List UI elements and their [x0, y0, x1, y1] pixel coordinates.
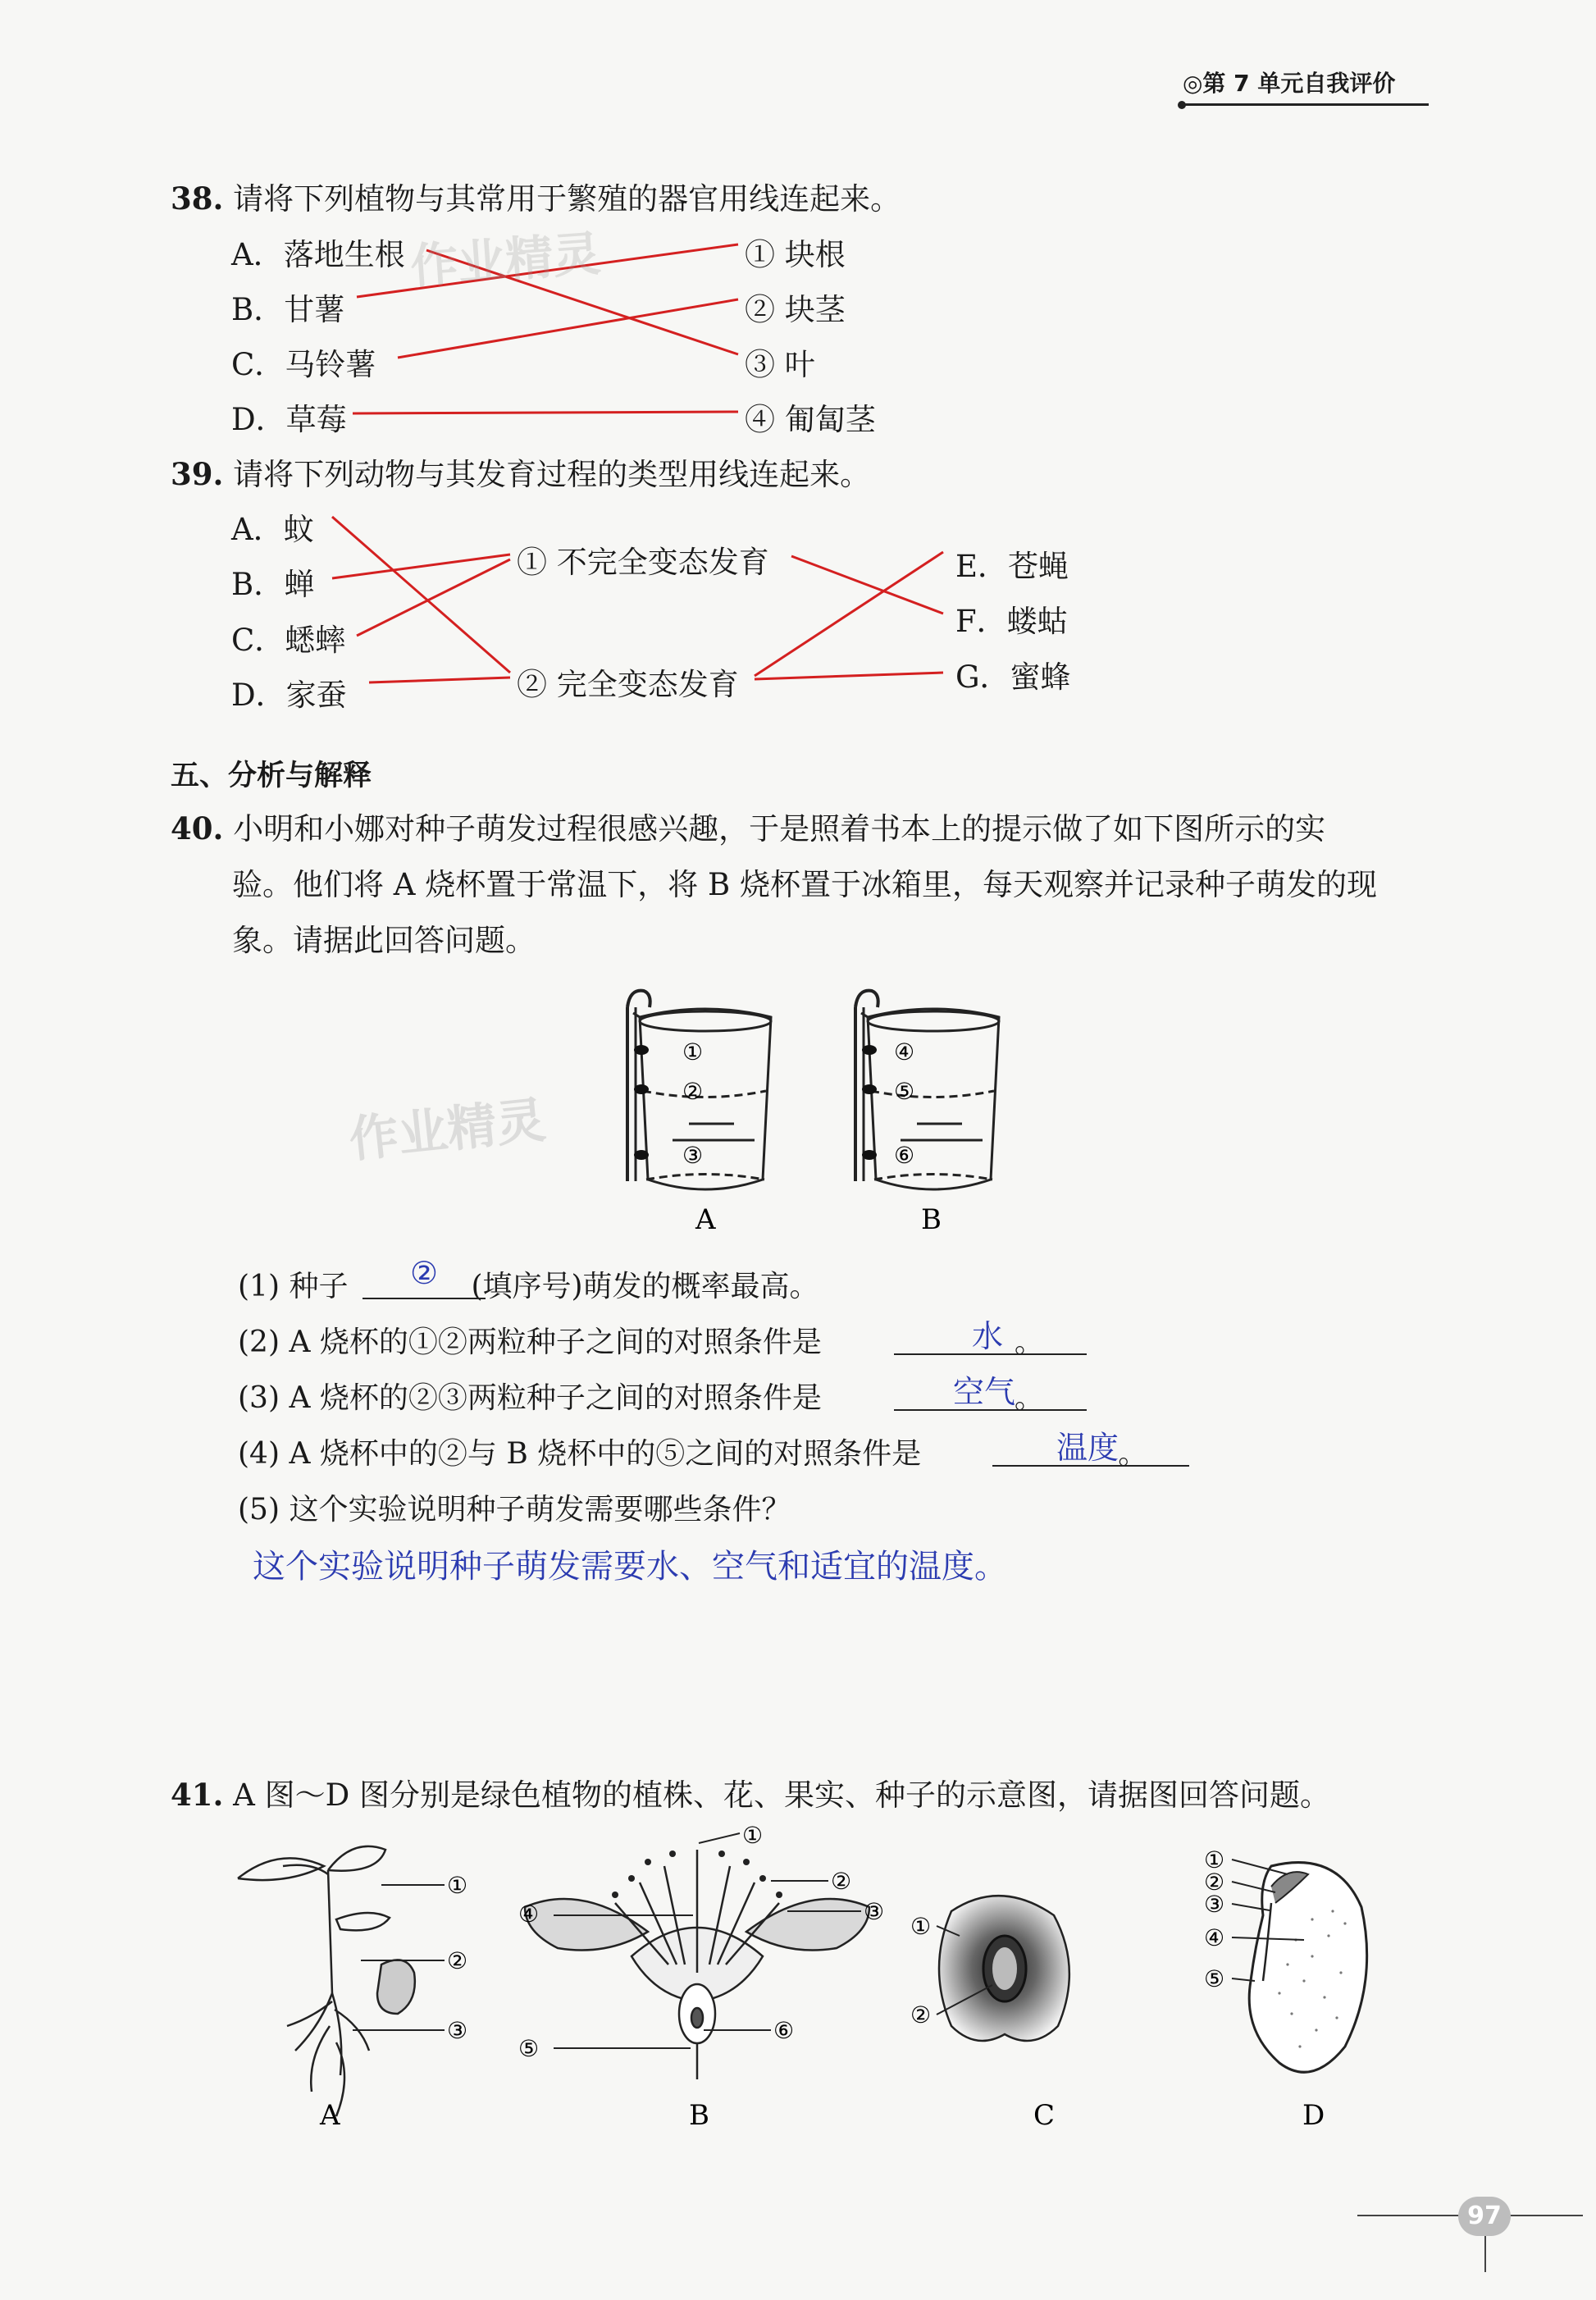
q39-line-b-1 [332, 554, 510, 578]
q40-sub5: (5) 这个实验说明种子萌发需要哪些条件？ [238, 1493, 791, 1526]
fig-d-part-2: ② [1204, 1869, 1225, 1896]
q40-sub1-answer: ② [410, 1255, 439, 1291]
fig-d-part-5: ⑤ [1204, 1965, 1225, 1992]
fig-b-part-4: ④ [518, 1901, 540, 1928]
fig-b-part-5: ⑤ [518, 2035, 540, 2062]
q39-left-a: A．蚊 [231, 512, 314, 547]
q40-sub5-answer: 这个实验说明种子萌发需要水、空气和适宜的温度。 [253, 1548, 1007, 1586]
q39-text: 请将下列动物与其发育过程的类型用线连起来。 [233, 457, 871, 492]
q40-line-3: 象。请据此回答问题。 [232, 923, 536, 958]
q39-left-d: D．家蚕 [231, 678, 347, 713]
fig-d-part-1: ① [1204, 1846, 1225, 1873]
seed-label-1: ① [682, 1038, 704, 1066]
page-number: 97 [1458, 2197, 1511, 2236]
q38-right-3: ③ 叶 [745, 347, 815, 382]
fig-c-part-2: ② [910, 2001, 932, 2028]
q41-figure-d [1197, 1841, 1394, 2141]
q40-sub1-pre: (1) 种子 [238, 1270, 349, 1303]
q40-sub2-answer: 水 [972, 1318, 1004, 1354]
q39-right-e: E．苍蝇 [955, 549, 1069, 584]
seed-2 [634, 1084, 649, 1094]
q40-sub2-pre: (2) A 烧杯的①②两粒种子之间的对照条件是 [238, 1326, 822, 1359]
q39-line-1-f [791, 556, 943, 614]
q38-right-4: ④ 匍匐茎 [745, 402, 876, 437]
q39-number: 39. [171, 456, 224, 492]
seed-5 [862, 1084, 877, 1094]
seed-label-4: ④ [894, 1038, 915, 1066]
beaker-b [855, 991, 999, 1189]
fig-a-part-3: ③ [447, 2017, 468, 2044]
q38-line-d-4 [353, 412, 738, 413]
q38-left-c: C．马铃薯 [231, 347, 376, 382]
q39-left-b: B．蝉 [231, 567, 315, 602]
seed-6 [862, 1150, 877, 1160]
q38-right-1: ① 块根 [745, 237, 846, 272]
q40-sub4-pre: (4) A 烧杯中的②与 B 烧杯中的⑤之间的对照条件是 [238, 1437, 922, 1471]
q40-sub1-blank[interactable] [363, 1298, 486, 1299]
q38-left-d: D．草莓 [231, 402, 347, 437]
q41-figure-a [230, 1829, 500, 2141]
q38-number: 38. [171, 180, 224, 217]
beaker-a-label: A [695, 1203, 716, 1236]
q40-sub1-post: (填序号)萌发的概率最高。 [471, 1270, 819, 1303]
q40-line-1 [171, 804, 1325, 848]
fig-b-label: B [689, 2099, 709, 2132]
q40-line-2: 验。他们将 A 烧杯置于常温下，将 B 烧杯置于冰箱里，每天观察并记录种子萌发的现 [232, 867, 1377, 902]
fig-b-part-3: ③ [864, 1898, 885, 1925]
q38-match-lines [0, 0, 1596, 459]
watermark-2: 作业精灵 [346, 1091, 549, 1170]
q39-right-f: F．蝼蛄 [955, 604, 1068, 639]
q39-left-c: C．蟋蟀 [231, 623, 346, 658]
fig-a-label: A [320, 2099, 340, 2132]
q40-number: 40. [171, 810, 224, 847]
q39-middle-2: ② 完全变态发育 [517, 667, 739, 702]
fig-b-part-6: ⑥ [773, 2017, 795, 2044]
q41-number: 41. [171, 1777, 224, 1813]
fig-b-part-2: ② [831, 1868, 852, 1895]
q38-line-c-2 [398, 299, 738, 358]
fig-c-part-1: ① [910, 1913, 932, 1940]
fig-a-part-2: ② [447, 1947, 468, 1974]
fig-d-label: D [1302, 2099, 1325, 2132]
q38-left-b: B．甘薯 [231, 292, 345, 327]
fig-c-label: C [1033, 2099, 1056, 2132]
page-header: ◎第 7 单元自我评价 [1183, 70, 1396, 97]
q40-sub1 [238, 1263, 819, 1305]
fig-d-part-3: ③ [1204, 1891, 1225, 1918]
q40-sub3-answer: 空气 [953, 1374, 1016, 1410]
q41-text: A 图～D 图分别是绿色植物的植株、花、果实、种子的示意图，请据图回答问题。 [233, 1777, 1331, 1813]
q40-beaker-figure [591, 984, 1017, 1247]
q40-sub2-post: 。 [1014, 1326, 1044, 1359]
seed-3 [634, 1150, 649, 1160]
q41-prompt [171, 1770, 1330, 1814]
beaker-b-label: B [921, 1203, 942, 1236]
q41-figure-b [508, 1825, 902, 2141]
seed-1 [634, 1045, 649, 1055]
watermark-1: 作业精灵 [408, 225, 603, 294]
q40-sub3-pre: (3) A 烧杯的②③两粒种子之间的对照条件是 [238, 1381, 822, 1415]
q39-line-d-2 [369, 678, 510, 682]
seed-label-5: ⑤ [894, 1078, 915, 1105]
fig-b-part-1: ① [742, 1825, 764, 1849]
fig-a-part-1: ① [447, 1872, 468, 1899]
seed-4 [862, 1045, 877, 1055]
q40-sub4-post: 。 [1118, 1437, 1148, 1471]
section-title: 五、分析与解释 [171, 760, 372, 792]
q40-sub3-post: 。 [1014, 1381, 1044, 1415]
seed-label-2: ② [682, 1078, 704, 1105]
q38-left-a: A．落地生根 [231, 237, 405, 272]
q40-sub4-answer: 温度 [1056, 1430, 1119, 1466]
fig-d-part-4: ④ [1204, 1924, 1225, 1951]
q39-right-g: G．蜜蜂 [955, 659, 1071, 695]
seed-label-6: ⑥ [894, 1142, 915, 1169]
seed-label-3: ③ [682, 1142, 704, 1169]
q40-text-1: 小明和小娜对种子萌发过程很感兴趣，于是照着书本上的提示做了如下图所示的实 [233, 811, 1326, 847]
q41-figure-c [910, 1878, 1091, 2141]
q38-right-2: ② 块茎 [745, 292, 846, 327]
q39-line-2-g [755, 673, 943, 679]
q39-match-lines [0, 459, 1596, 722]
q38-text: 请将下列植物与其常用于繁殖的器官用线连起来。 [233, 181, 901, 217]
q39-line-2-e [755, 552, 943, 676]
q39-line-a-2 [332, 517, 510, 673]
q39-middle-1: ① 不完全变态发育 [517, 545, 769, 580]
